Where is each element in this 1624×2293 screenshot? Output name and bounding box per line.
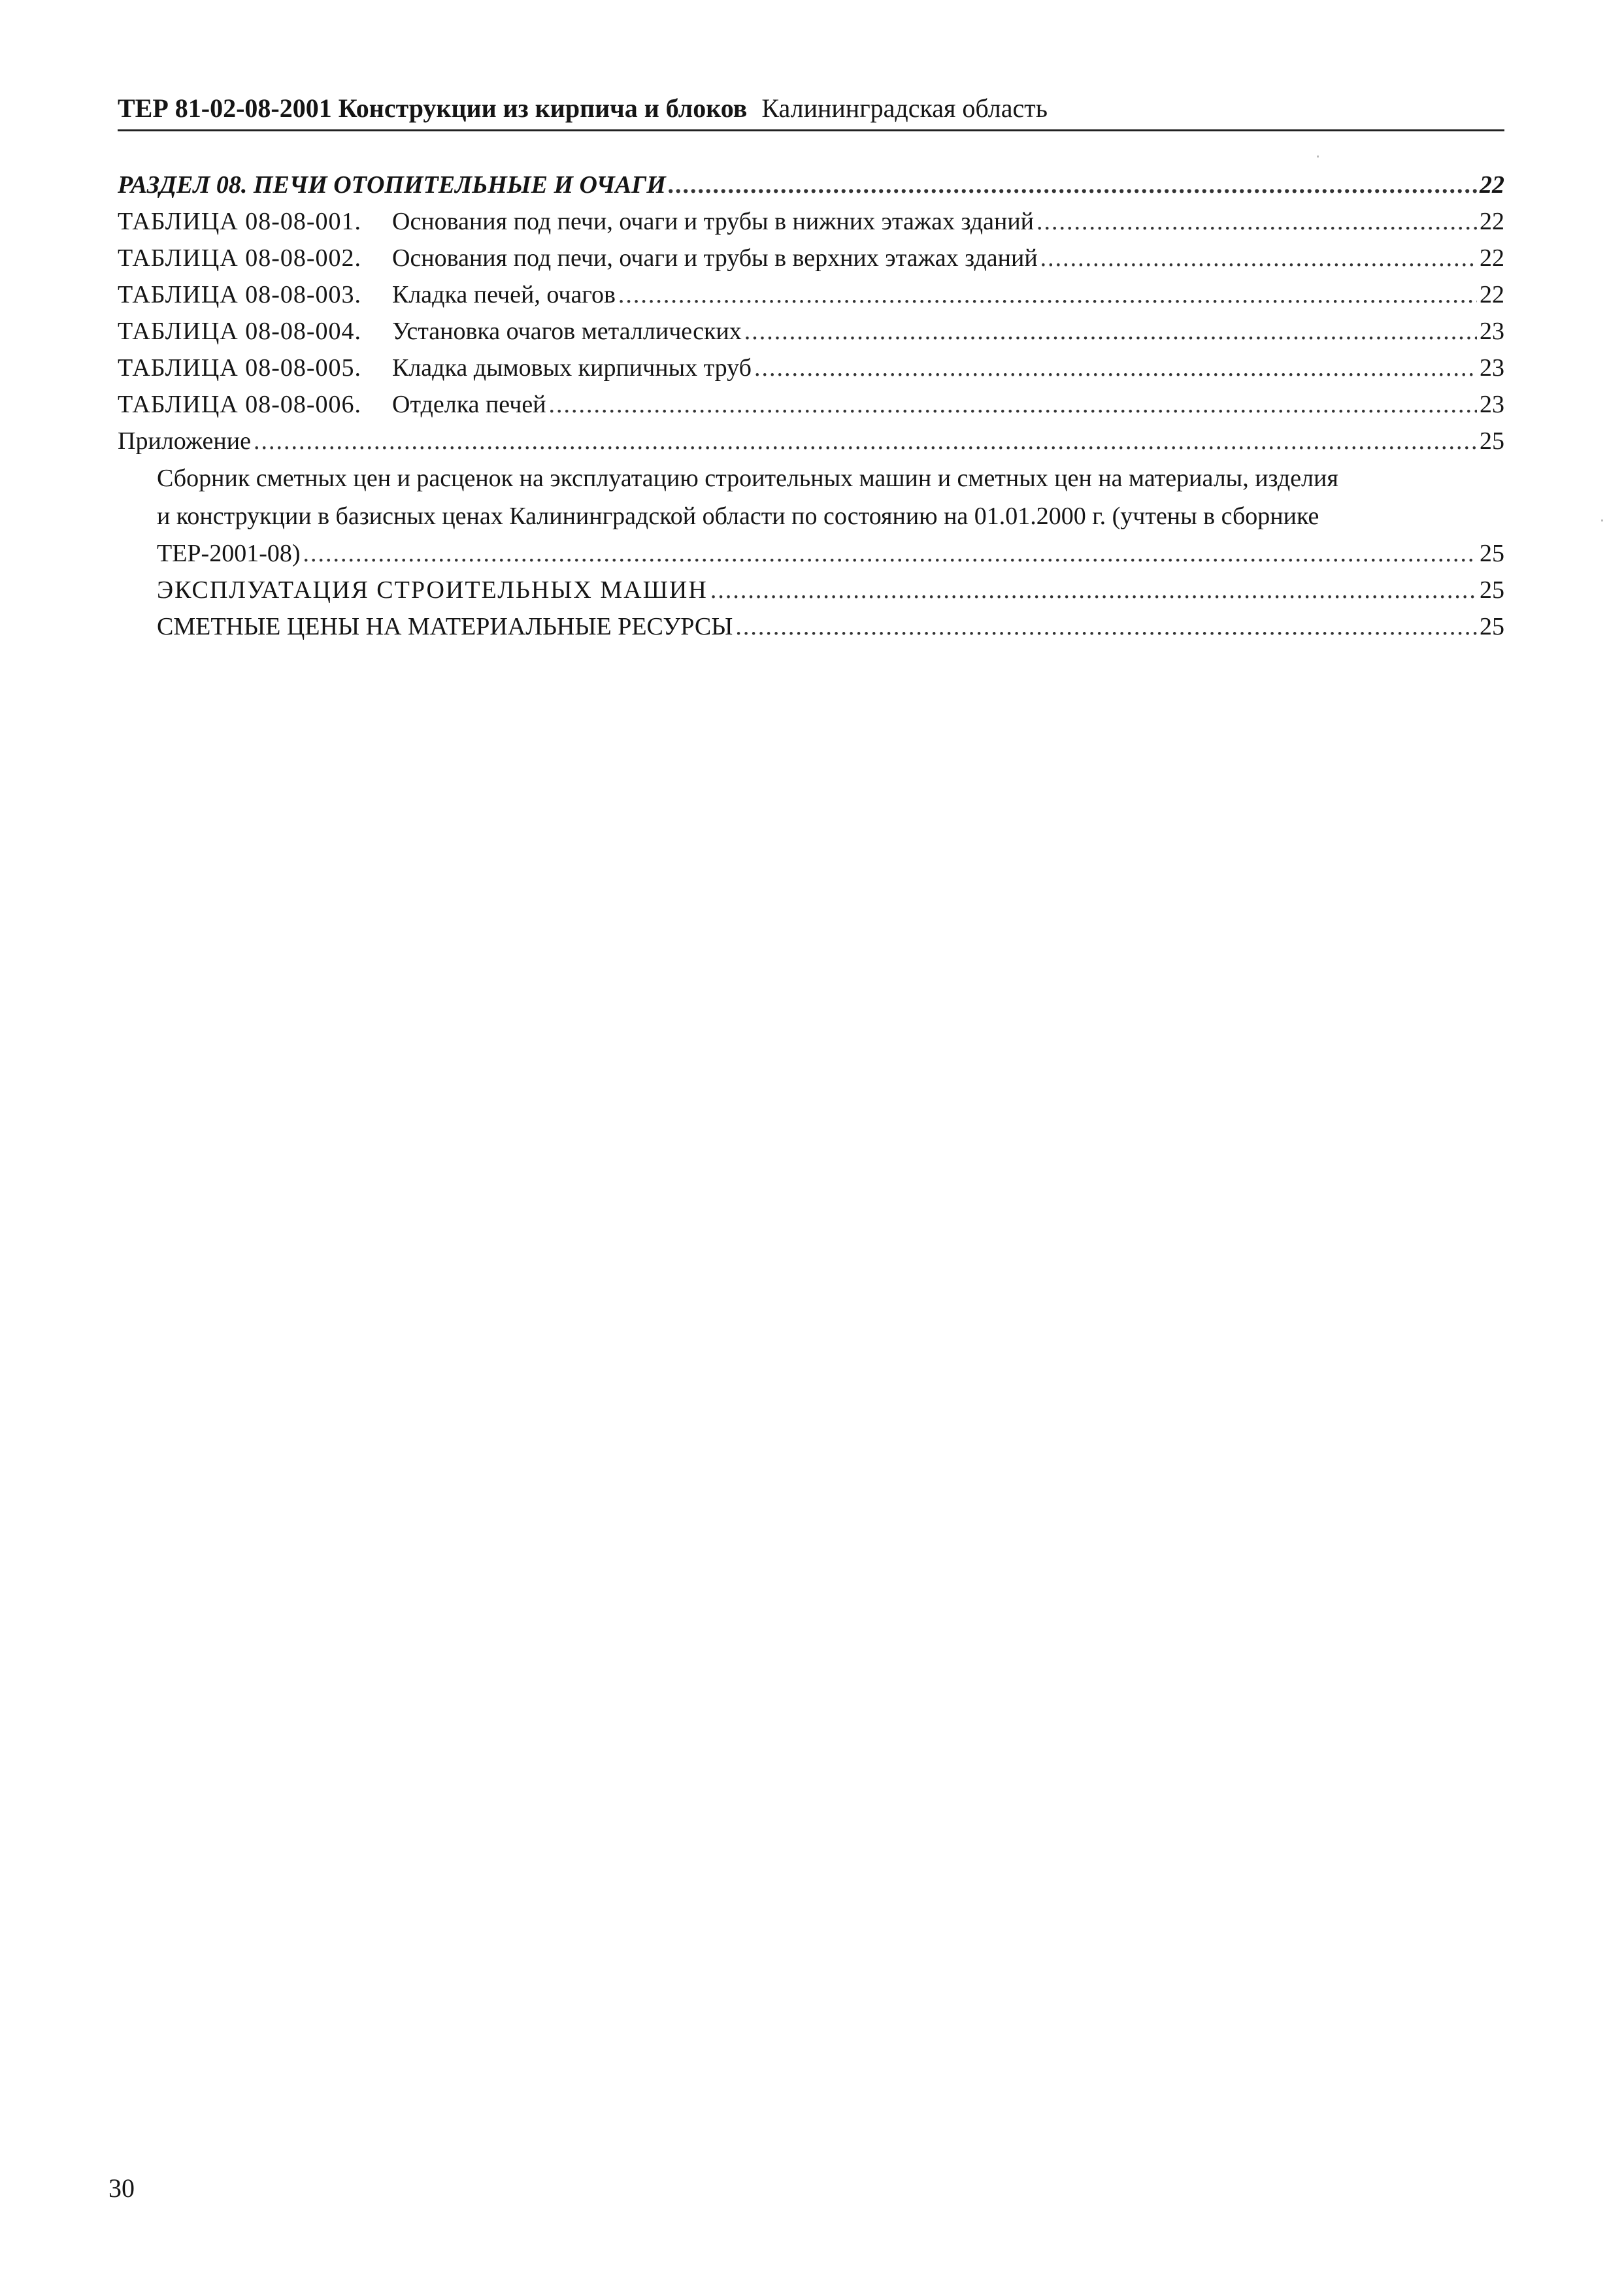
leader-dots	[735, 608, 1477, 645]
subitem-label: СМЕТНЫЕ ЦЕНЫ НА МАТЕРИАЛЬНЫЕ РЕСУРСЫ	[157, 613, 733, 640]
header-rule	[118, 129, 1504, 131]
region-name: Калининградская область	[761, 93, 1048, 123]
toc-page-number: 22	[1480, 281, 1504, 308]
toc-table-entry[interactable]	[118, 276, 1504, 313]
toc-table-entry[interactable]	[118, 313, 1504, 350]
toc-table-entry[interactable]	[118, 386, 1504, 423]
toc-page-number: 23	[1480, 391, 1504, 418]
toc-page-number: 22	[1480, 244, 1504, 272]
table-code: ТАБЛИЦА 08-08-004.	[118, 318, 362, 345]
table-code: ТАБЛИЦА 08-08-005.	[118, 354, 362, 382]
toc-page-number: 22	[1480, 171, 1504, 199]
leader-dots	[669, 167, 1477, 203]
leader-dots	[744, 313, 1477, 350]
table-title: Отделка печей	[392, 391, 546, 418]
leader-dots	[754, 350, 1477, 386]
document-title: ТЕР 81-02-08-2001 Конструкции из кирпича и блоков	[118, 93, 748, 123]
toc-page-number: 23	[1480, 318, 1504, 345]
table-title: Установка очагов металлических	[392, 318, 742, 345]
collection-text-line: и конструкции в базисных ценах Калининградской области по состоянию на 01.01.2000 г. (учтены в сборнике	[157, 503, 1319, 530]
table-title: Кладка дымовых кирпичных труб	[392, 354, 752, 382]
table-code: ТАБЛИЦА 08-08-001.	[118, 208, 362, 235]
leader-dots	[1036, 203, 1477, 240]
leader-dots	[303, 535, 1477, 572]
table-title: Основания под печи, очаги и трубы в нижних этажах зданий	[392, 208, 1035, 235]
toc-table-entry[interactable]	[118, 203, 1504, 240]
table-code: ТАБЛИЦА 08-08-006.	[118, 391, 362, 418]
toc-section-label: РАЗДЕЛ 08. ПЕЧИ ОТОПИТЕЛЬНЫЕ И ОЧАГИ	[118, 171, 666, 199]
table-title: Кладка печей, очагов	[392, 281, 616, 308]
scan-speck	[1601, 520, 1603, 521]
toc-table-entry[interactable]	[118, 350, 1504, 386]
toc-collection-entry-end[interactable]	[118, 535, 1504, 572]
appendix-label: Приложение	[118, 427, 251, 455]
toc-page-number: 25	[1480, 576, 1504, 604]
toc-subitem-entry[interactable]	[118, 608, 1504, 645]
toc-page-number: 25	[1480, 613, 1504, 640]
toc-page-number: 23	[1480, 354, 1504, 382]
leader-dots	[549, 386, 1477, 423]
toc-page-number: 22	[1480, 208, 1504, 235]
table-of-contents	[118, 167, 1504, 645]
table-title: Основания под печи, очаги и трубы в верхних этажах зданий	[392, 244, 1038, 272]
toc-section-entry[interactable]	[118, 167, 1504, 203]
leader-dots	[618, 276, 1477, 313]
toc-page-number: 25	[1480, 540, 1504, 567]
table-code: ТАБЛИЦА 08-08-003.	[118, 281, 362, 308]
page-number: 30	[108, 2173, 135, 2203]
subitem-label: ЭКСПЛУАТАЦИЯ СТРОИТЕЛЬНЫХ МАШИН	[157, 576, 708, 604]
collection-text-line: ТЕР-2001-08)	[157, 540, 301, 567]
toc-table-entry[interactable]	[118, 240, 1504, 276]
toc-collection-entry[interactable]	[118, 459, 1503, 535]
collection-text-line: Сборник сметных цен и расценок на эксплуатацию строительных машин и сметных цен на материалы, изделия	[157, 465, 1338, 492]
toc-appendix-entry[interactable]	[118, 423, 1504, 459]
table-code: ТАБЛИЦА 08-08-002.	[118, 244, 362, 272]
scan-speck	[1317, 156, 1319, 157]
toc-page-number: 25	[1480, 427, 1504, 455]
leader-dots	[254, 423, 1477, 459]
leader-dots	[710, 572, 1477, 608]
leader-dots	[1040, 240, 1477, 276]
running-header	[118, 90, 1503, 127]
toc-subitem-entry[interactable]	[118, 572, 1504, 608]
